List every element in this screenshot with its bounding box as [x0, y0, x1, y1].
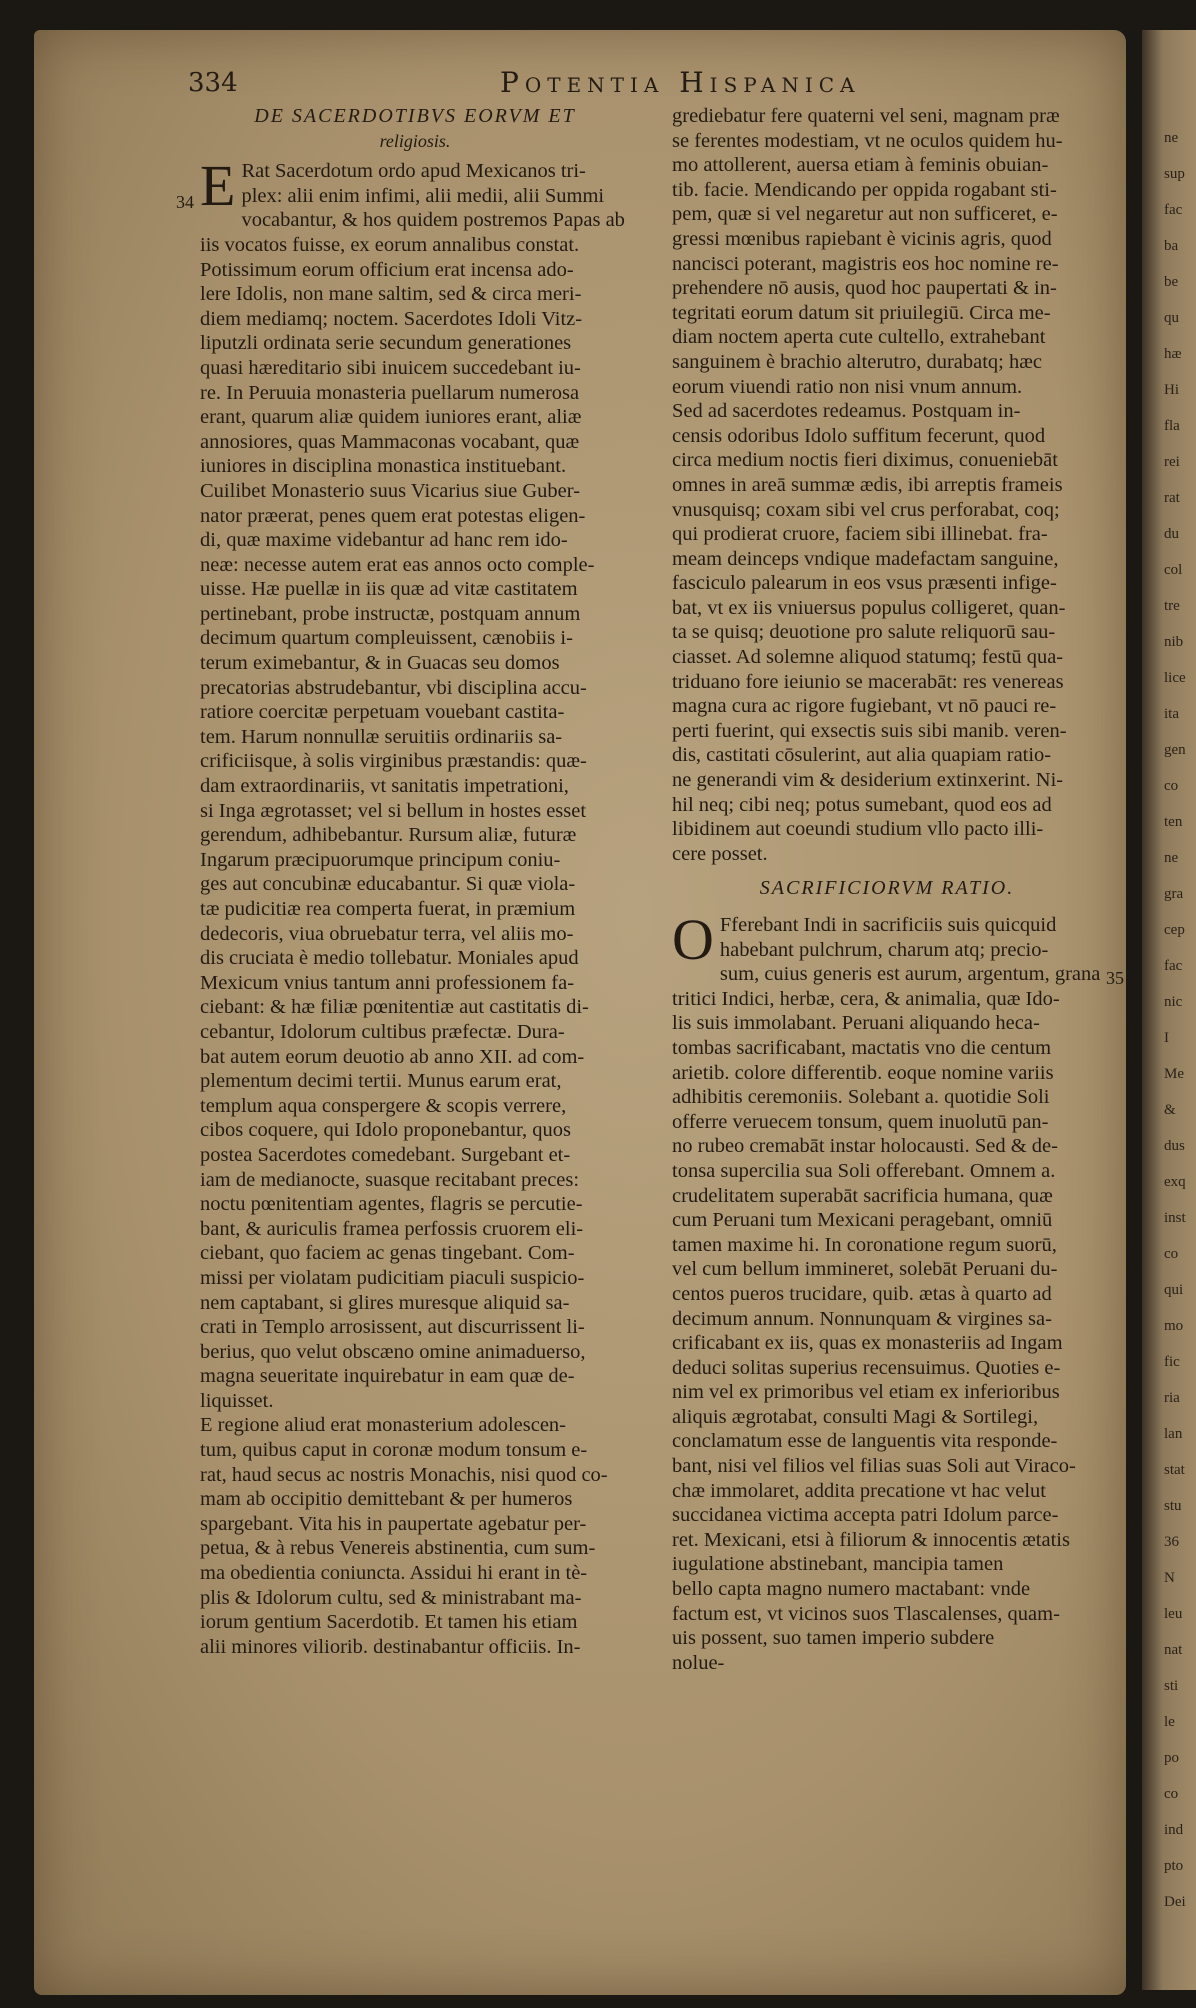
right-text-line: fasciculo palearum in eos vsus præsenti infige-	[672, 572, 1057, 595]
left-text-line: dam extraordinariis, vt sanitatis impetrationi,	[200, 775, 569, 798]
right-text-line: dis, castitati cōsulerint, aut alia quapiam ratio-	[672, 744, 1052, 767]
left-text-line: dedecoris, viua obruebatur terra, vel aliis mo-	[200, 922, 574, 945]
left-text-line: iis vocatos fuisse, ex eorum annalibus constat.	[200, 233, 580, 256]
left-text-line: templum aqua conspergere & scopis verrere,	[200, 1094, 567, 1117]
next-page-fragment: rei	[1164, 454, 1180, 470]
right-text-line: omnes in areā summæ ædis, ibi arreptis frameis	[672, 473, 1063, 496]
right-text-line: bat, vt ex iis vniuersus populus colligeret, quan-	[672, 596, 1066, 619]
right-text-line: diam noctem aperta cute cultello, extrahebant	[672, 326, 1046, 349]
left-text-line: nem captabant, si glires muresque aliquid sa-	[200, 1291, 570, 1314]
right-text-line: adhibitis ceremoniis. Solebant a. quotidie Soli	[672, 1086, 1050, 1109]
right-column	[672, 104, 1102, 1675]
right-text-line: bello capta magno numero mactabant: vnde	[672, 1578, 1031, 1601]
right-text-line: Fferebant Indi in sacrificiis suis quicquid	[719, 914, 1057, 936]
right-text-line: tonsa supercilia sua Soli offerebant. Omnem a.	[672, 1159, 1056, 1182]
right-text-line: prehendere nō ausis, quod hoc paupertati & in-	[672, 277, 1057, 300]
dropcap-o: O	[672, 907, 714, 972]
left-text-line: cibos coquere, qui Idolo proponebantur, quos	[200, 1119, 571, 1142]
next-page-fragment: be	[1164, 274, 1179, 290]
right-text-line: tritici Indici, herbæ, cera, & animalia, quæ Ido-	[672, 987, 1060, 1010]
right-text-line: offerre veruecem tonsum, quem inuolutū pan-	[672, 1110, 1049, 1133]
left-text-line: tæ pudicitiæ rea comperta fuerat, in præmium	[200, 898, 576, 920]
next-page-fragment: sup	[1164, 166, 1185, 182]
next-page-fragment: cep	[1164, 922, 1185, 938]
left-text-line: annosiores, quas Mammaconas vocabant, quæ	[200, 430, 580, 453]
right-text-line: cum Peruani tum Mexicani peragebant, omniū	[672, 1209, 1053, 1232]
next-page-fragment: inst	[1164, 1210, 1186, 1226]
right-text-line: mo attollerent, auersa etiam à feminis obuian-	[672, 154, 1049, 177]
right-text-line: pem, quæ si vel negaretur aut non sufficeret, e-	[672, 203, 1058, 226]
right-text-line: conclamatum esse de languentis vita responde-	[672, 1430, 1058, 1453]
left-text-line: Mexicum vnius tantum anni professionem fa-	[200, 971, 575, 994]
page-number: 334	[188, 68, 238, 98]
next-page-fragment: gen	[1164, 742, 1186, 758]
dropcap: E	[200, 153, 236, 219]
next-page-fragment: ne	[1164, 130, 1179, 146]
next-page-fragment: le	[1164, 1714, 1175, 1730]
next-page-fragment: lice	[1164, 670, 1186, 686]
next-page-fragment: dus	[1164, 1138, 1185, 1154]
right-text-line: nolue-	[672, 1651, 725, 1674]
left-text-line: postea Sacerdotes comedebant. Surgebant et-	[200, 1143, 571, 1166]
right-text-line: bant, nisi vel filios vel filias suas Soli aut Viraco-	[672, 1455, 1076, 1478]
right-text-line: magna cura ac rigore fugiebant, vt nō pauci re-	[672, 695, 1057, 718]
right-text-line: gressi mœnibus rapiebant è vicinis agris, quod	[672, 227, 1052, 250]
right-text-line: circa medium noctis fieri diximus, conueniebāt	[672, 449, 1058, 472]
next-page-fragment: N	[1164, 1570, 1175, 1586]
left-text-line: vocabantur, & hos quidem postremos Papas ab	[241, 209, 625, 232]
right-text-line: uis possent, suo tamen imperio subdere	[672, 1627, 995, 1650]
right-text-line: triduano fore ieiunio se macerabāt: res venereas	[672, 670, 1064, 693]
next-page-fragment: Me	[1164, 1066, 1184, 1082]
right-text-line: perti fuerint, qui exsectis suis sibi manib. veren-	[672, 719, 1067, 742]
left-text-line: dis cruciata è medio tollebatur. Moniales apud	[200, 947, 579, 970]
left-text-line: berius, quo velut obscæno omine animaduerso,	[200, 1340, 586, 1363]
left-text-line: noctu pœnitentiam agentes, flagris se percutie-	[200, 1193, 583, 1216]
right-text-line: libidinem aut coeundi studium vllo pacto illi-	[672, 818, 1044, 841]
right-text-line: iugulatione abstinebant, mancipia tamen	[672, 1553, 1004, 1576]
right-text-line: nim vel ex primoribus vel etiam ex inferioribus	[672, 1381, 1060, 1404]
left-text-line: neæ: necesse autem erat eas annos octo comple-	[200, 553, 595, 576]
next-page-fragment: col	[1164, 562, 1183, 578]
right-text-line: decimum annum. Nonnunquam & virgines sa-	[672, 1307, 1052, 1330]
next-page-fragment: qu	[1164, 310, 1179, 326]
next-page-fragment: stat	[1164, 1462, 1185, 1478]
section-heading-priests: DE SACERDOTIBVS EORVM ET	[254, 105, 576, 127]
left-text-line: uisse. Hæ puellæ in iis quæ ad vitæ castitatem	[200, 578, 578, 601]
next-page-fragment: I	[1164, 1030, 1169, 1046]
left-text-line: tum, quibus caput in coronæ modum tonsum e-	[200, 1439, 588, 1462]
right-text-line: ciasset. Ad solemne aliquod statumq; festū qua-	[672, 646, 1064, 669]
left-text-line: ma obedientia coniuncta. Assidui hi erant in tè-	[200, 1562, 588, 1585]
next-page-fragment: exq	[1164, 1174, 1186, 1190]
left-text-line: Rat Sacerdotum ordo apud Mexicanos tri-	[241, 160, 586, 183]
right-text-line: crificabant ex iis, quas ex monasteriis ad Ingam	[672, 1332, 1063, 1355]
left-text-line: crati in Templo arrosissent, aut discurrissent li-	[200, 1316, 585, 1339]
right-text-line: Sed ad sacerdotes redeamus. Postquam in-	[672, 400, 1021, 423]
right-text-line: deduci solitas superius recensuimus. Quoties e-	[672, 1356, 1061, 1379]
next-page-fragment: gra	[1164, 886, 1184, 902]
right-body-top	[672, 104, 1102, 866]
left-text-line: ratiore coercitæ perpetuam vouebant castita-	[200, 701, 565, 724]
left-text-line: Cuilibet Monasterio suus Vicarius siue Guber-	[200, 479, 581, 502]
next-page-fragment: sti	[1164, 1678, 1179, 1694]
next-page-fragment: ten	[1164, 814, 1183, 830]
left-text-line: plementum decimi tertii. Munus earum erat,	[200, 1070, 562, 1093]
left-text-line: ciebant, quo faciem ac genas tingebant. Com-	[200, 1242, 575, 1265]
right-text-line: se ferentes modestiam, vt ne oculos quidem hu-	[672, 129, 1063, 152]
right-text-line: ta se quisq; deuotione pro salute reliquorū sau-	[672, 621, 1056, 644]
right-text-line: succidanea victima accepta patri Idolum parce-	[672, 1504, 1059, 1527]
right-text-line: centos pueros trucidare, quib. ætas à quarto ad	[672, 1282, 1052, 1305]
left-text-line: iorum gentium Sacerdotib. Et tamen his etiam	[200, 1611, 578, 1634]
next-page-fragment: nib	[1164, 634, 1184, 650]
left-text-line: crificiisque, à solis virginibus præstandis: quæ-	[200, 750, 587, 773]
next-page-fragment: ita	[1164, 706, 1179, 722]
right-text-line: sum, cuius generis est aurum, argentum, grana	[719, 963, 1101, 986]
next-page-fragment: hæ	[1164, 346, 1182, 362]
next-page-fragment: ria	[1164, 1390, 1180, 1406]
next-page-fragment: lan	[1164, 1426, 1183, 1442]
next-page-fragment: stu	[1164, 1498, 1182, 1514]
right-text-line: vnusquisq; coxam sibi vel crus perforabat, coq;	[672, 498, 1060, 521]
next-page-fragment: nic	[1164, 994, 1183, 1010]
right-text-line: hil neq; cibi neq; potus sumebant, quod eos ad	[672, 793, 1052, 816]
next-page-fragment: leu	[1164, 1606, 1183, 1622]
left-text-line: terum eximebantur, & in Guacas seu domos	[200, 652, 560, 675]
right-text-line: grediebatur fere quaterni vel seni, magnam præ	[672, 105, 1060, 127]
right-text-line: aliquis ægrotabat, consulti Magi & Sortilegi,	[672, 1405, 1039, 1428]
left-text-line: petua, & à rebus Venereis abstinentia, cum sum-	[200, 1537, 596, 1560]
margin-note-number-2: 35	[1106, 968, 1124, 988]
next-page-fragment: co	[1164, 1786, 1179, 1802]
right-text-line: ne generandi vim & desiderium extinxerint. Ni-	[672, 769, 1064, 792]
left-text-line: bant, & auriculis framea perfossis cruorem eli-	[200, 1217, 584, 1240]
next-page-fragment: co	[1164, 778, 1179, 794]
section-subheading: religiosis.	[379, 130, 451, 151]
left-text-line: Ingarum præcipuorumque principum coniu-	[200, 848, 561, 871]
left-text-line: plex: alii enim infimi, alii medii, alii Summi	[241, 184, 605, 207]
next-page-fragment: rat	[1164, 490, 1180, 506]
left-text-line: bat autem eorum deuotio ab anno XII. ad com-	[200, 1045, 585, 1068]
left-text-line: decimum quartum compleuissent, cænobiis i-	[200, 627, 573, 650]
next-page-fragment: mo	[1164, 1318, 1184, 1334]
right-text-line: chæ immolaret, addita precatione vt hac velut	[672, 1479, 1046, 1502]
left-text-line: spargebant. Vita his in paupertate agebatur per-	[200, 1512, 587, 1535]
left-text-line: di, quæ maxime videbantur ad hanc rem ido-	[200, 529, 568, 552]
left-column	[200, 104, 630, 1659]
next-page-fragment: Dei	[1164, 1894, 1186, 1910]
right-text-line: tamen maxime hi. In coronatione regum suorū,	[672, 1233, 1057, 1256]
next-page-fragment: Hi	[1164, 382, 1179, 398]
left-text-line: diem mediamq; noctem. Sacerdotes Idoli Vitz-	[200, 307, 583, 330]
next-page-fragment: pto	[1164, 1858, 1184, 1874]
next-page-fragment: fic	[1164, 1354, 1180, 1370]
next-page-fragment: nat	[1164, 1642, 1183, 1658]
next-page-fragment: fla	[1164, 418, 1180, 434]
next-page-fragment: ind	[1164, 1822, 1184, 1838]
right-text-line: qui prodierat cruore, faciem sibi illinebat. fra-	[672, 523, 1048, 546]
running-title: Potentia Hispanica	[500, 66, 861, 99]
next-page-fragment: ne	[1164, 850, 1179, 866]
left-text-line: lere Idolis, non mane saltim, sed & circa meri-	[200, 283, 582, 306]
next-page-fragment: tre	[1164, 598, 1180, 614]
right-text-line: vel cum bellum immineret, solebāt Peruani du-	[672, 1258, 1058, 1281]
left-text-line: gerendum, adhibebantur. Rursum aliæ, futuræ	[200, 824, 577, 847]
left-body	[200, 153, 630, 1659]
left-text-line: tem. Harum nonnullæ seruitiis ordinariis sa-	[200, 725, 563, 748]
next-page-fragment: fac	[1164, 202, 1183, 218]
right-text-line: tombas sacrificabant, mactatis vno die centum	[672, 1036, 1052, 1059]
left-text-line: iam de medianocte, suasque recitabant preces:	[200, 1168, 580, 1191]
left-text-line: si Inga ægrotasset; vel si bellum in hostes esset	[200, 799, 587, 822]
left-text-line: precatorias abstrudebantur, vbi disciplina accu-	[200, 676, 587, 699]
left-text-line: missi per violatam pudicitiam piaculi suspicio-	[200, 1266, 585, 1289]
right-text-line: crudelitatem superabāt sacrificia humana, quæ	[672, 1184, 1053, 1207]
next-page-fragment: 36	[1164, 1534, 1179, 1550]
right-text-line: sanguinem è brachio alterutro, durabatq; hæc	[672, 350, 1043, 373]
left-text-line: Potissimum eorum officium erat incensa ado-	[200, 258, 574, 281]
next-page-fragment: du	[1164, 526, 1179, 542]
right-text-line: no rubeo cremabāt instar holocausti. Sed & de-	[672, 1135, 1058, 1158]
right-text-line: tegritati eorum datum sit priuilegiū. Circa me-	[672, 301, 1051, 324]
left-text-line: quasi hæreditario sibi inuicem succedebant iu-	[200, 356, 581, 379]
right-text-line: tib. facie. Mendicando per oppida rogabant sti-	[672, 178, 1057, 201]
right-text-line: habebant pulchrum, charum atq; precio-	[719, 938, 1049, 961]
right-text-line: factum est, vt vicinos suos Tlascalenses, quam-	[672, 1602, 1060, 1625]
left-text-line: liputzli ordinata serie secundum generationes	[200, 332, 572, 355]
margin-note-number: 34	[176, 192, 194, 212]
left-text-line: alii minores viliorib. destinabantur officiis. In-	[200, 1635, 581, 1658]
next-page-fragment: po	[1164, 1750, 1179, 1766]
section-heading-sacrifices: SACRIFICIORVM RATIO.	[759, 877, 1015, 900]
left-text-line: iuniores in disciplina monastica instituebant.	[200, 455, 567, 478]
left-text-line: magna seueritate inquirebatur in eam quæ de-	[200, 1365, 575, 1388]
right-text-line: lis suis immolabant. Peruani aliquando heca-	[672, 1012, 1040, 1035]
left-text-line: re. In Peruuia monasteria puellarum numerosa	[200, 381, 580, 404]
left-text-line: erant, quarum aliæ quidem iuniores erant, aliæ	[200, 406, 582, 429]
left-text-line: plis & Idolorum cultu, sed & ministrabant ma-	[200, 1586, 582, 1609]
right-text-line: arietib. colore differentib. eoque nomine variis	[672, 1061, 1054, 1084]
right-text-line: cere posset.	[672, 842, 768, 865]
left-text-line: ges aut concubinæ educabantur. Si quæ viola-	[200, 873, 576, 896]
left-text-line: mam ab occipitio demittebant & per humeros	[200, 1488, 573, 1511]
left-text-line: rat, haud secus ac nostris Monachis, nisi quod co-	[200, 1463, 608, 1486]
next-page-fragment: ba	[1164, 238, 1179, 254]
left-text-line: liquisset.	[200, 1389, 274, 1412]
left-text-line: cebantur, Idolorum cultibus præfectæ. Dura-	[200, 1020, 565, 1043]
next-page-fragment: qui	[1164, 1282, 1184, 1298]
next-page-fragment: &	[1164, 1102, 1176, 1118]
right-text-line: nancisci poterant, magistris eos hoc nomine re-	[672, 252, 1059, 275]
right-text-line: censis odoribus Idolo suffitum fecerunt, quod	[672, 424, 1046, 447]
right-body-bottom	[672, 907, 1102, 1675]
left-text-line: nator præerat, penes quem erat potestas eligen-	[200, 504, 586, 527]
left-text-line: ciebant: & hæ filiæ pœnitentiæ aut castitatis di-	[200, 996, 589, 1019]
left-text-line: pertinebant, probe instructæ, postquam annum	[200, 602, 581, 625]
right-text-line: ret. Mexicani, etsi à filiorum & innocentis ætatis	[672, 1528, 1070, 1551]
right-text-line: meam deinceps vndique madefactam sanguine,	[672, 547, 1059, 570]
next-page-fragment: fac	[1164, 958, 1183, 974]
next-page-fragment: co	[1164, 1246, 1179, 1262]
left-text-line: E regione aliud erat monasterium adolescen-	[200, 1414, 567, 1437]
right-text-line: eorum viuendi ratio non nisi vnum annum.	[672, 375, 1023, 398]
adjacent-page-edge	[1142, 30, 1196, 1990]
